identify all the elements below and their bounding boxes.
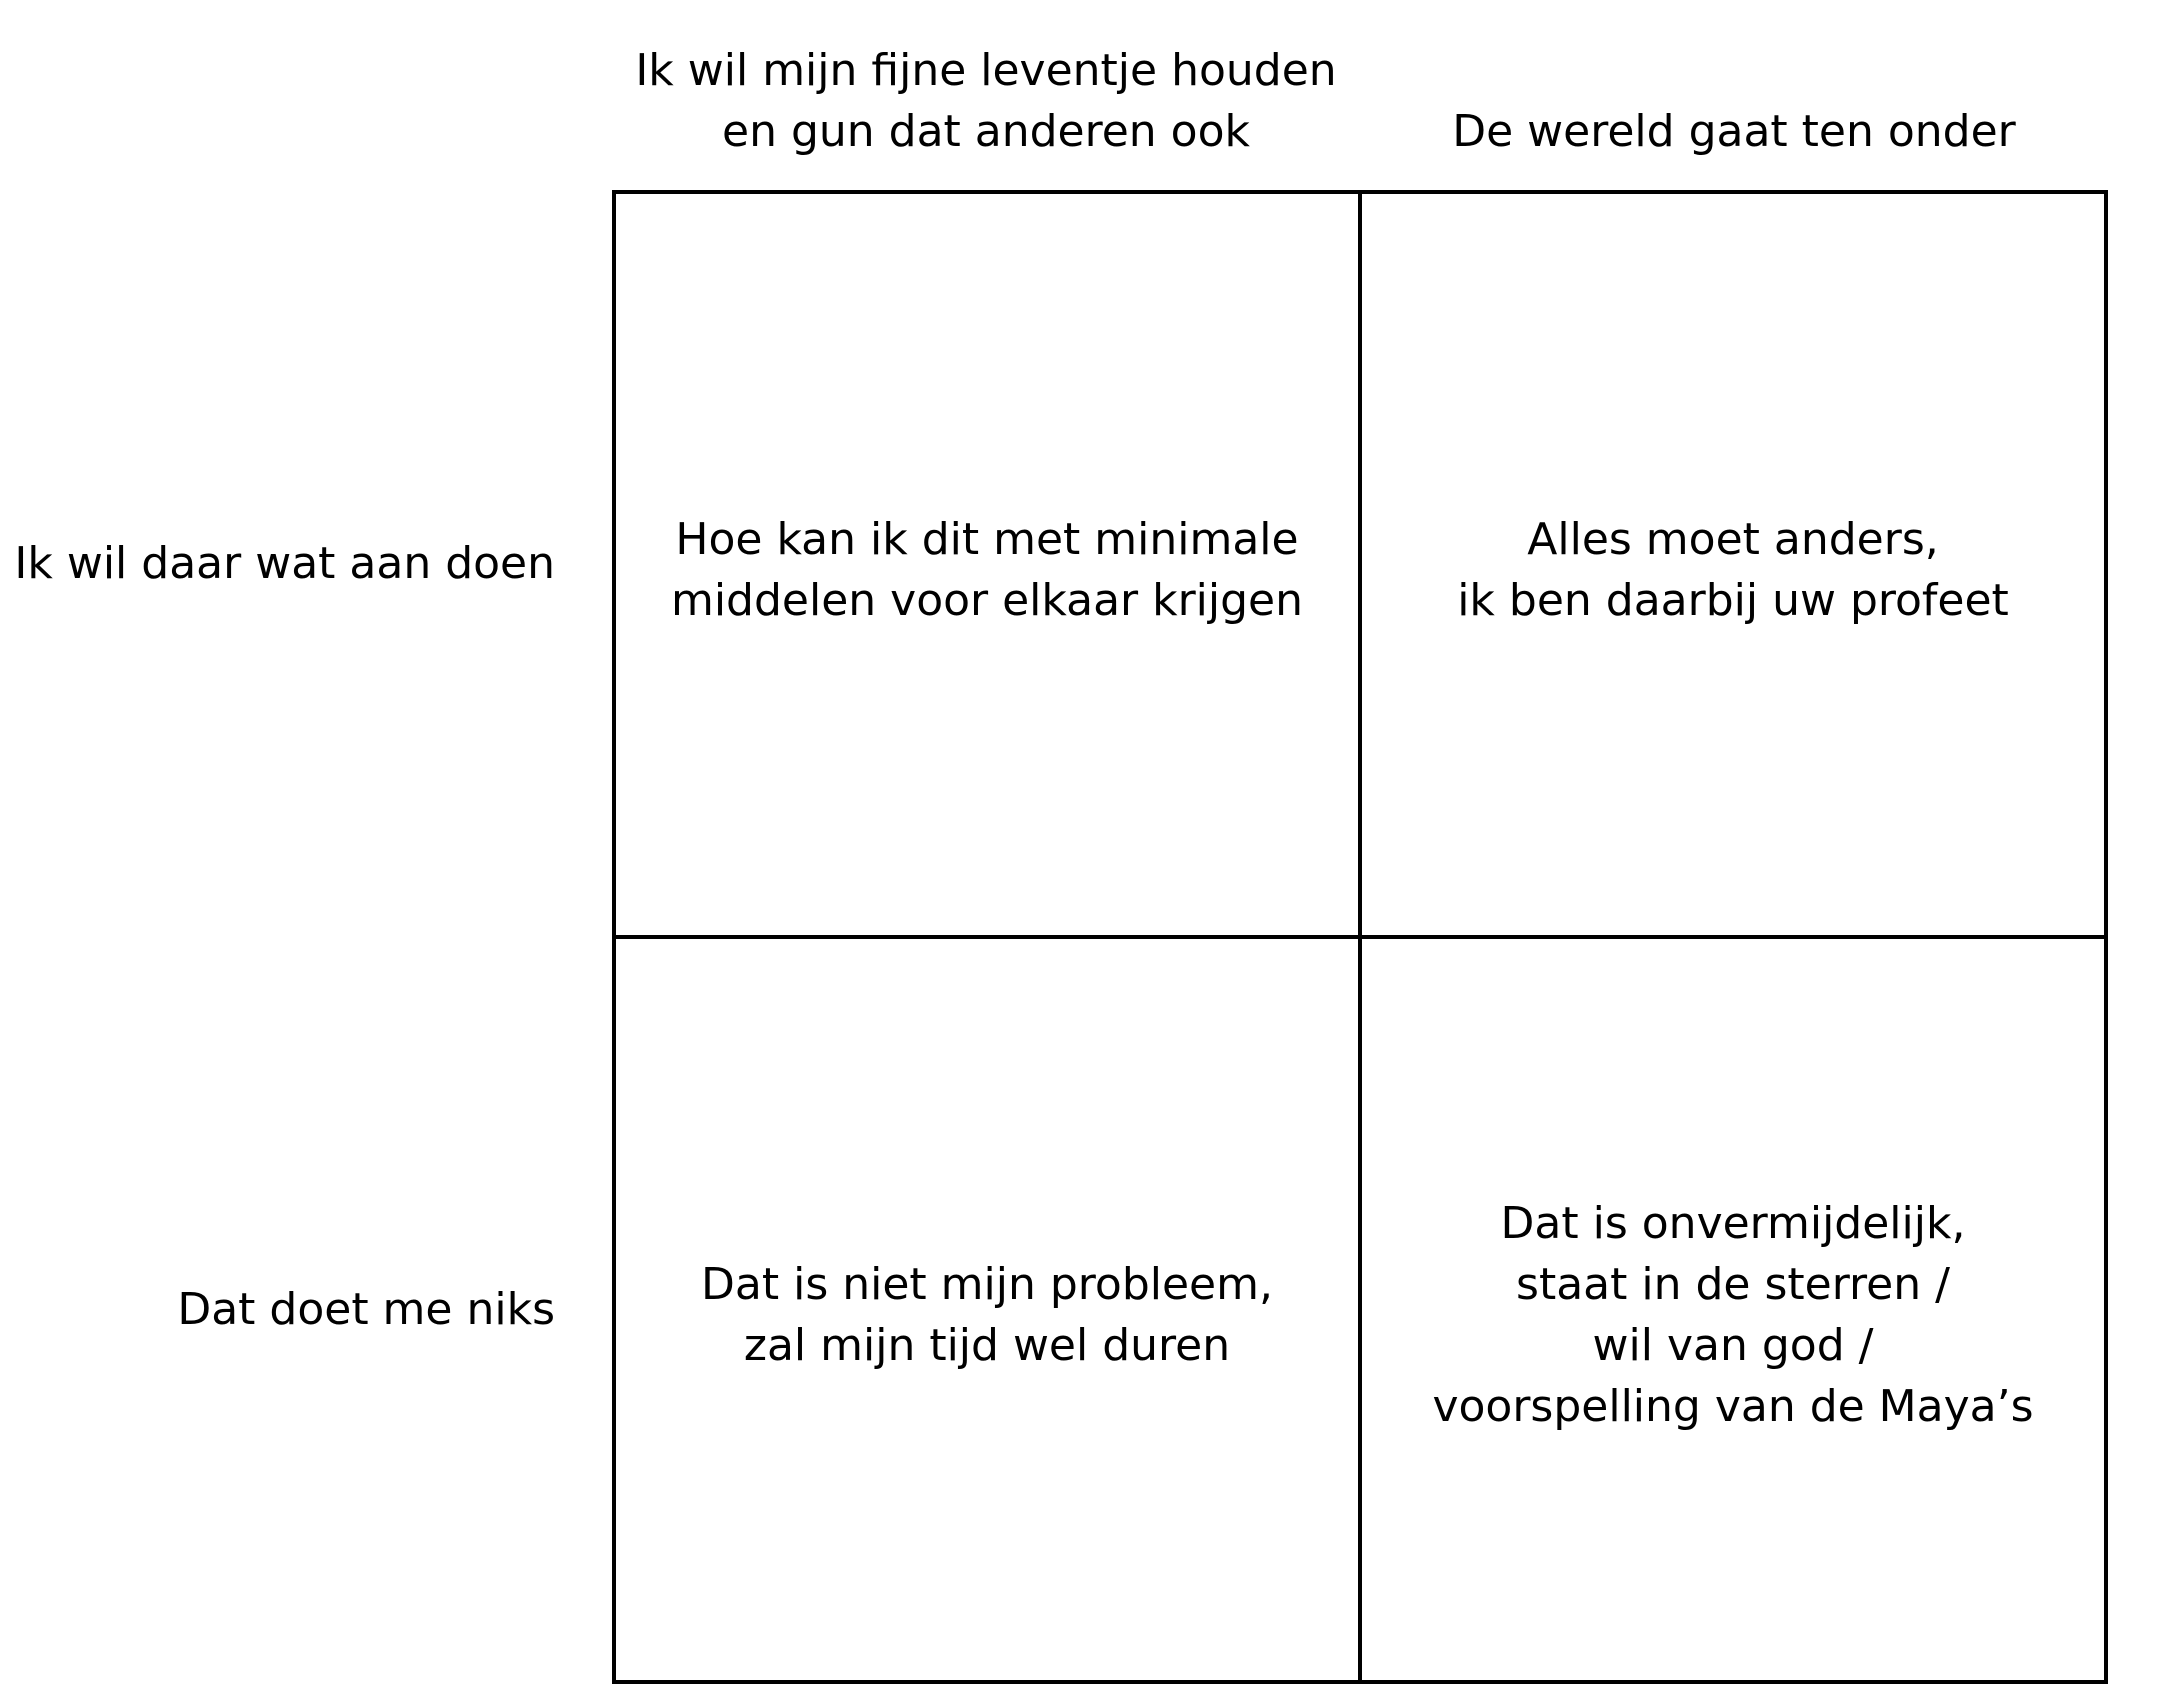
column-header-left: [612, 40, 1360, 162]
quadrant-bottom-right-line-4: voorspelling van de Maya’s: [1432, 1381, 2034, 1432]
row-header-bottom: [177, 1279, 555, 1340]
row-header-top: [14, 533, 555, 594]
quadrant-top-left-text: [616, 509, 1358, 631]
quadrant-bottom-left: [616, 937, 1360, 1680]
column-header-left-line-1: Ik wil mijn fijne leventje houden: [635, 45, 1337, 96]
quadrant-top-right-line-2: ik ben daarbij uw profeet: [1457, 575, 2009, 626]
column-header-left-line-2: en gun dat anderen ook: [722, 106, 1250, 157]
row-header-top-line-1: Ik wil daar wat aan doen: [14, 538, 555, 589]
quadrant-bottom-left-text: [616, 1254, 1358, 1376]
quadrant-grid: [612, 190, 2108, 1684]
quadrant-top-right: [1360, 194, 2104, 937]
quadrant-bottom-right-line-3: wil van god /: [1592, 1320, 1874, 1371]
quadrant-bottom-right-line-1: Dat is onvermijdelijk,: [1500, 1198, 1966, 1249]
quadrant-bottom-left-line-2: zal mijn tijd wel duren: [743, 1320, 1231, 1371]
quadrant-top-right-text: [1362, 509, 2104, 631]
quadrant-top-left-line-1: Hoe kan ik dit met minimale: [675, 514, 1299, 565]
quadrant-top-left-line-2: middelen voor elkaar krijgen: [670, 575, 1304, 626]
column-header-right: [1360, 101, 2108, 162]
quadrant-top-right-line-1: Alles moet anders,: [1527, 514, 1939, 565]
quadrant-bottom-right-text: [1362, 1193, 2104, 1437]
quadrant-bottom-right: [1360, 937, 2104, 1680]
quadrant-top-left: [616, 194, 1360, 937]
quadrant-bottom-left-line-1: Dat is niet mijn probleem,: [701, 1259, 1273, 1310]
column-header-right-line-1: De wereld gaat ten onder: [1452, 106, 2016, 157]
row-header-bottom-line-1: Dat doet me niks: [177, 1284, 555, 1335]
quadrant-bottom-right-line-2: staat in de sterren /: [1516, 1259, 1950, 1310]
